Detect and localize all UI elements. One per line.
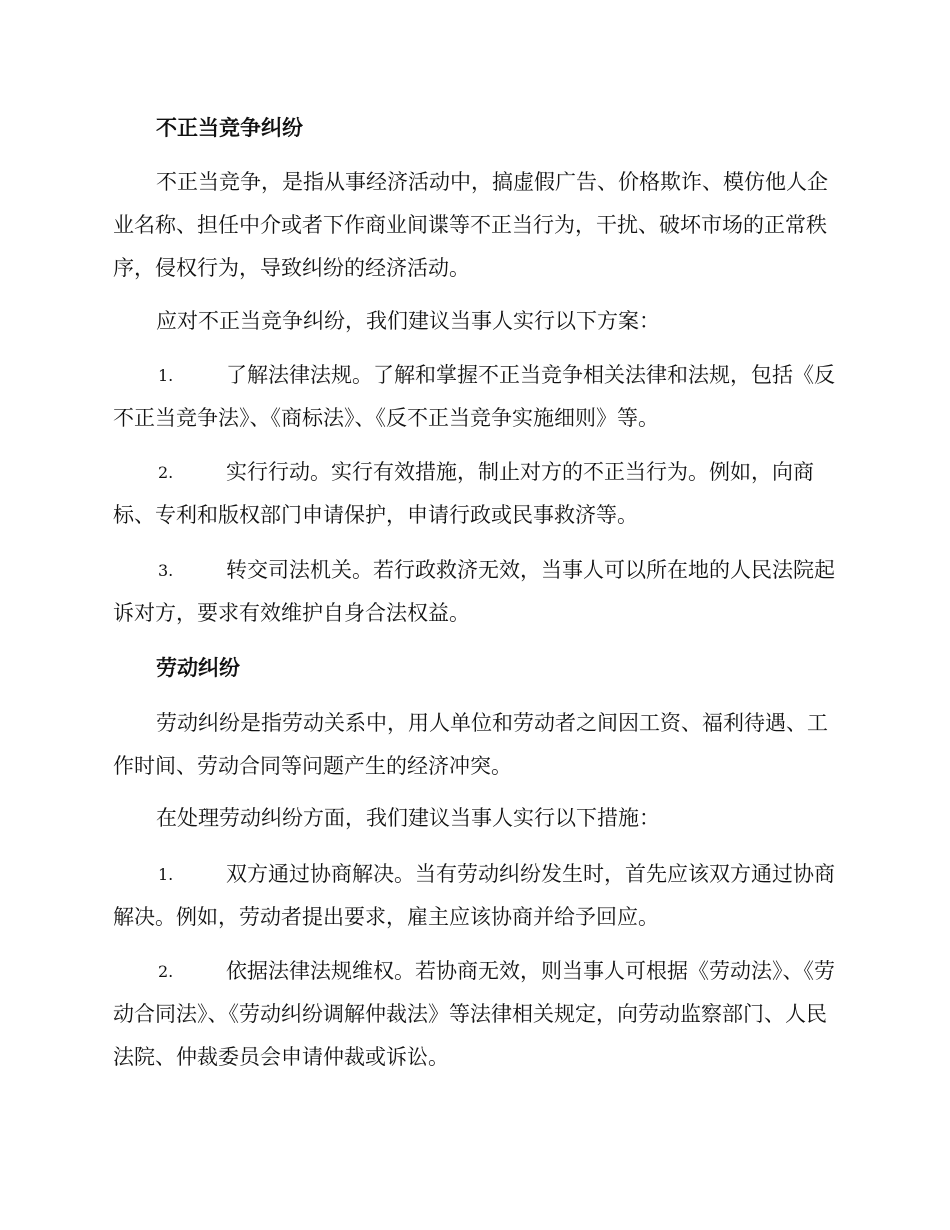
paragraph: 在处理劳动纠纷方面，我们建议当事人实行以下措施： <box>156 806 660 830</box>
paragraph: 应对不正当竞争纠纷，我们建议当事人实行以下方案： <box>156 309 660 333</box>
section-heading: 不正当竞争纠纷 <box>156 116 303 140</box>
list-item-number: 2. <box>158 962 174 981</box>
paragraph: 劳动纠纷是指劳动关系中，用人单位和劳动者之间因工资、福利待遇、工作时间、劳动合同等问题产生的经济冲突。 <box>113 711 828 778</box>
list-item <box>113 950 837 1079</box>
list-item-text: 了解法律法规。了解和掌握不正当竞争相关法律和法规，包括《反不正当竞争法》、《商标法》、《反不正当竞争实施细则》等。 <box>113 363 835 430</box>
list-item-number: 2. <box>158 463 174 482</box>
list-item-text: 转交司法机关。若行政救济无效，当事人可以所在地的人民法院起诉对方，要求有效维护自身合法权益。 <box>113 558 835 625</box>
section-heading: 劳动纠纷 <box>156 656 240 680</box>
list-item <box>113 451 837 537</box>
list-item-number: 3. <box>158 561 174 580</box>
list-item-text: 实行行动。实行有效措施，制止对方的不正当行为。例如，向商标、专利和版权部门申请保护，申请行政或民事救济等。 <box>113 460 814 527</box>
list-item <box>113 354 837 440</box>
list-item-text: 依据法律法规维权。若协商无效，则当事人可根据《劳动法》、《劳动合同法》、《劳动纠纷调解仲裁法》等法律相关规定，向劳动监察部门、人民法院、仲裁委员会申请仲裁或诉讼。 <box>113 959 835 1069</box>
list-item-number: 1. <box>158 865 174 884</box>
list-item-text: 双方通过协商解决。当有劳动纠纷发生时，首先应该双方通过协商解决。例如，劳动者提出要求，雇主应该协商并给予回应。 <box>113 862 835 929</box>
paragraph: 不正当竞争，是指从事经济活动中，搞虚假广告、价格欺诈、模仿他人企业名称、担任中介或者下作商业间谍等不正当行为，干扰、破坏市场的正常秩序，侵权行为，导致纠纷的经济活动。 <box>113 170 828 280</box>
list-item <box>113 853 837 939</box>
list-item <box>113 549 837 635</box>
list-item-number: 1. <box>158 366 174 385</box>
